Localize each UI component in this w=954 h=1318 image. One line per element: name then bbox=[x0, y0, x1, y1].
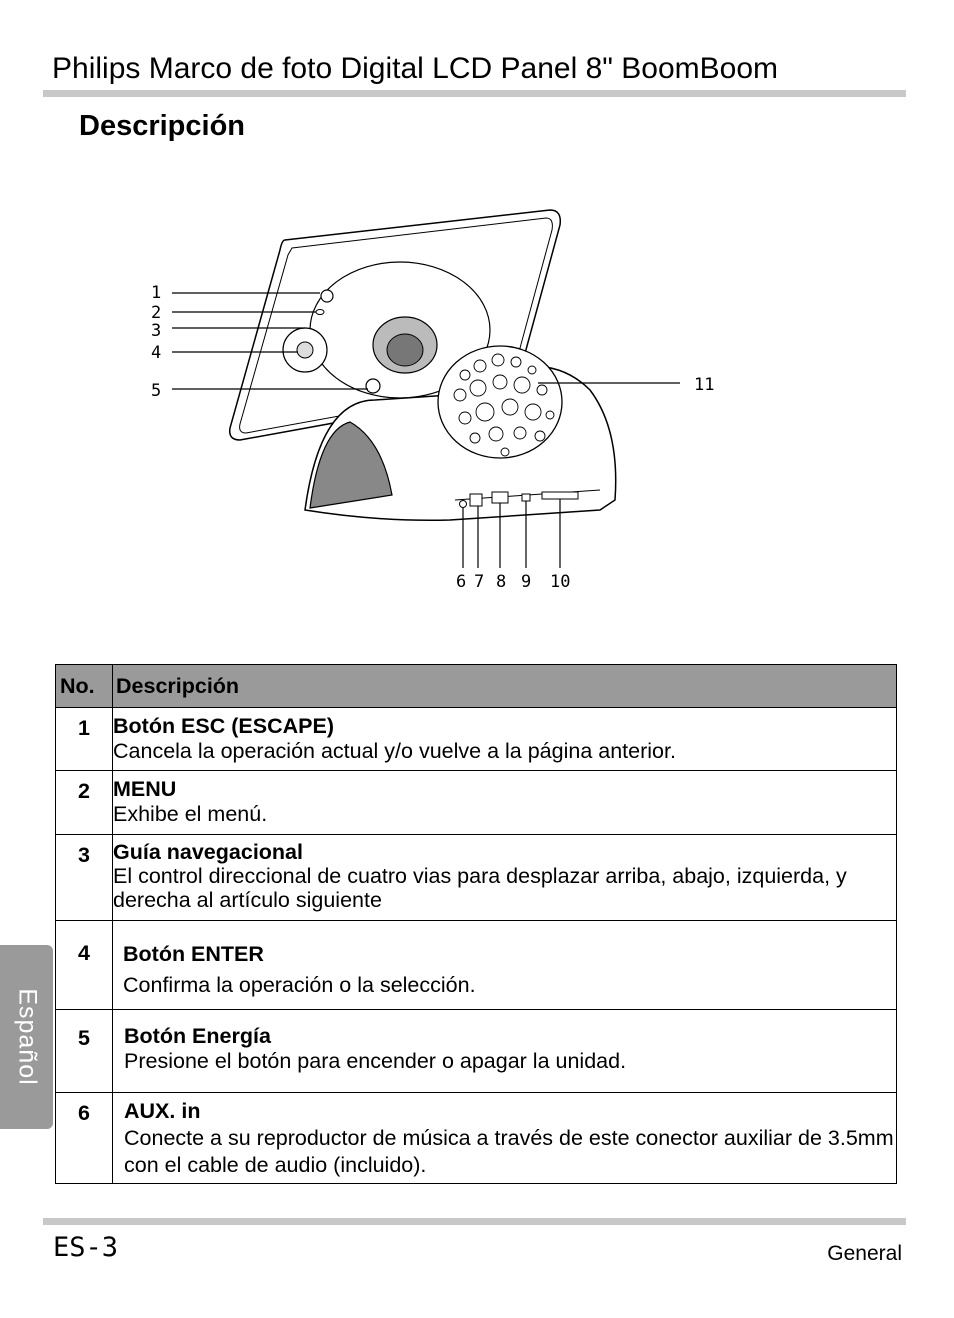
item-text: Conecte a su reproductor de música a través de este conector auxiliar de 3.5mm con el cable de audio (incluido). bbox=[124, 1126, 894, 1177]
item-text: Presione el botón para encender o apagar la unidad. bbox=[124, 1049, 627, 1073]
item-title: Botón ESC (ESCAPE) bbox=[113, 714, 334, 738]
callout-8: 8 bbox=[496, 572, 507, 592]
callout-1: 1 bbox=[151, 283, 162, 303]
callout-9: 9 bbox=[521, 572, 532, 592]
table-row bbox=[56, 771, 897, 835]
callout-7: 7 bbox=[474, 572, 485, 592]
row-content bbox=[113, 1010, 897, 1093]
description-table bbox=[55, 664, 897, 1184]
header-description: Descripción bbox=[113, 665, 897, 708]
table-row bbox=[56, 1010, 897, 1093]
footer-rule bbox=[43, 1218, 906, 1225]
item-title: Guía navegacional bbox=[113, 840, 303, 864]
row-number: 5 bbox=[56, 1010, 113, 1093]
table-row bbox=[56, 708, 897, 771]
item-text: Exhibe el menú. bbox=[113, 802, 268, 826]
footer-label: General bbox=[827, 1242, 902, 1265]
section-title: Descripción bbox=[79, 110, 245, 142]
header-rule bbox=[43, 90, 906, 97]
menu-button-shape bbox=[316, 310, 324, 315]
page-number: ES-3 bbox=[53, 1232, 119, 1263]
row-number: 3 bbox=[56, 835, 113, 921]
product-diagram bbox=[120, 190, 760, 610]
item-text: Confirma la operación o la selección. bbox=[123, 973, 476, 997]
item-title: Botón ENTER bbox=[123, 942, 264, 966]
item-title: AUX. in bbox=[124, 1099, 201, 1123]
callout-4: 4 bbox=[151, 343, 162, 363]
table-row bbox=[56, 1093, 897, 1184]
row-content bbox=[113, 708, 897, 771]
row-number: 6 bbox=[56, 1093, 113, 1184]
row-content bbox=[113, 771, 897, 835]
callout-11: 11 bbox=[694, 375, 715, 395]
table-row bbox=[56, 921, 897, 1010]
callout-5: 5 bbox=[151, 381, 162, 401]
power-button-shape bbox=[366, 379, 380, 393]
table-header-row bbox=[56, 665, 897, 708]
header-no: No. bbox=[56, 665, 113, 708]
language-tab bbox=[0, 945, 53, 1129]
row-number: 4 bbox=[56, 921, 113, 1010]
row-number: 2 bbox=[56, 771, 113, 835]
enter-button-shape bbox=[297, 342, 313, 358]
esc-button-shape bbox=[321, 290, 333, 302]
language-tab-label: Español bbox=[13, 988, 41, 1086]
callout-3: 3 bbox=[151, 321, 162, 341]
row-number: 1 bbox=[56, 708, 113, 771]
row-content bbox=[113, 921, 897, 1010]
table-row bbox=[56, 835, 897, 921]
callout-6: 6 bbox=[456, 572, 467, 592]
item-title: MENU bbox=[113, 777, 177, 801]
row-content bbox=[113, 1093, 897, 1184]
callout-10: 10 bbox=[550, 572, 571, 592]
item-text: Cancela la operación actual y/o vuelve a la página anterior. bbox=[113, 739, 676, 763]
row-content bbox=[113, 835, 897, 921]
document-title: Philips Marco de foto Digital LCD Panel 8" BoomBoom bbox=[52, 52, 778, 85]
item-text: El control direccional de cuatro vias para desplazar arriba, abajo, izquierda, y derecha al artículo siguiente bbox=[113, 864, 847, 912]
callout-2: 2 bbox=[151, 303, 162, 323]
item-title: Botón Energía bbox=[124, 1024, 271, 1048]
